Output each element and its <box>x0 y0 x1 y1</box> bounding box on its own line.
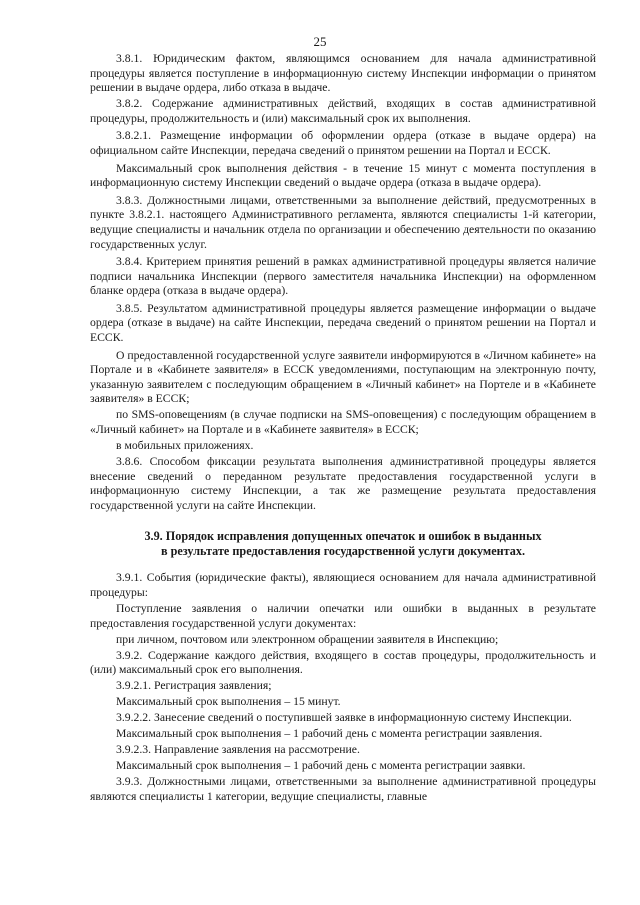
paragraph-max-time-15-min-2: Максимальный срок выполнения – 15 минут. <box>116 695 341 709</box>
paragraph-max-time-15-min: Максимальный срок выполнения действия - в течение 15 минут с момента поступления в информационную систему Инспекции сведений о выдаче ордера (отказа в выдаче ордера). <box>90 161 596 190</box>
section-heading-3-9 <box>90 529 596 559</box>
paragraph-notification-cabinet: О предоставленной государственной услуге заявители информируются в «Личном кабинете» на Портале и в «Кабинете заявителя» в ЕССК уведомлениями, поступающим на электронную почту, указанную заявителем с последующим обращением в «Личный кабинет» на Портеле и в «Кабинете заявителя» в ЕССК; <box>90 348 596 406</box>
paragraph-3-8-1: 3.8.1. Юридическим фактом, являющимся основанием для начала административной процедуры является поступление в информационную систему Инспекции информации о принятом решении в выдаче ордера, либо отказа в выдаче. <box>90 52 596 95</box>
paragraph-3-8-3: 3.8.3. Должностными лицами, ответственными за выполнение действий, предусмотренных в пункте 3.8.2.1. настоящего Административного регламента, являются специалисты 1-й категории, ведущие специалисты и начальник отдела по организации и обеспечению деятельности по оказанию государственных услуг. <box>90 193 596 251</box>
page-number: 25 <box>313 34 327 49</box>
section-heading-line-2: в результате предоставления государственной услуги документах. <box>160 544 526 559</box>
paragraph-max-time-1-day: Максимальный срок выполнения – 1 рабочий день с момента регистрации заявления. <box>116 727 543 741</box>
paragraph-3-8-6: 3.8.6. Способом фиксации результата выполнения административной процедуры является внесение сведений о переданном результате предоставления государственной услуги в информационную систему Инспекции, а так же размещение результата предоставления государственной услуги на сайте Инспекции. <box>90 455 596 512</box>
section-3-9-text <box>90 571 596 804</box>
paragraph-3-9-2-1: 3.9.2.1. Регистрация заявления; <box>116 679 272 693</box>
paragraph-3-9-2-2: 3.9.2.2. Занесение сведений о поступившей заявке в информационную систему Инспекции. <box>116 711 572 725</box>
paragraph-3-8-4: 3.8.4. Критерием принятия решений в рамках административной процедуры является наличие подписи начальника Инспекции (первого заместителя начальника Инспекции) на оформленном бланке ордера (отказа в выдаче ордера). <box>90 255 596 298</box>
paragraph-sms-notification: по SMS-оповещениям (в случае подписки на SMS-оповещения) с последующим обращением в «Личный кабинет» на Портале и в «Кабинете заявителя» в ЕССК; <box>90 408 596 437</box>
paragraph-3-9-2: 3.9.2. Содержание каждого действия, входящего в состав процедуры, продолжительность и (или) максимальный срок его выполнения. <box>90 648 596 677</box>
paragraph-personal-postal-electronic: при личном, почтовом или электронном обращении заявителя в Инспекцию; <box>116 632 499 646</box>
paragraph-3-9-3: 3.9.3. Должностными лицами, ответственными за выполнение административной процедуры являются специалисты 1 категории, ведущие специалисты, главные <box>90 775 596 803</box>
section-3-8-text <box>90 52 596 513</box>
document-body <box>90 52 596 806</box>
paragraph-3-8-2-1: 3.8.2.1. Размещение информации об оформлении ордера (отказе в выдаче ордера) на официальном сайте Инспекции, передача сведений о принятом решении на Портал и ЕССК. <box>90 129 596 157</box>
paragraph-3-8-5: 3.8.5. Результатом административной процедуры является размещение информации о выдаче ордера (отказе в выдаче) на сайте Инспекции, передача сведений о принятом решении на Портал и ЕССК. <box>90 301 596 345</box>
paragraph-mobile-apps: в мобильных приложениях. <box>116 439 254 453</box>
paragraph-application-received: Поступление заявления о наличии опечатки или ошибки в выданных в результате предоставления государственной услуги документах: <box>90 601 596 630</box>
paragraph-3-9-1: 3.9.1. События (юридические факты), являющиеся основанием для начала административной процедуры: <box>90 571 596 599</box>
paragraph-3-9-2-3: 3.9.2.3. Направление заявления на рассмотрение. <box>116 743 360 757</box>
section-heading-line-1: 3.9. Порядок исправления допущенных опечаток и ошибок в выданных <box>144 529 542 544</box>
paragraph-3-8-2: 3.8.2. Содержание административных действий, входящих в состав административной процедуры, продолжительность и (или) максимальный срок их выполнения. <box>90 97 596 125</box>
paragraph-max-time-1-day-2: Максимальный срок выполнения – 1 рабочий день с момента регистрации заявки. <box>116 759 526 773</box>
